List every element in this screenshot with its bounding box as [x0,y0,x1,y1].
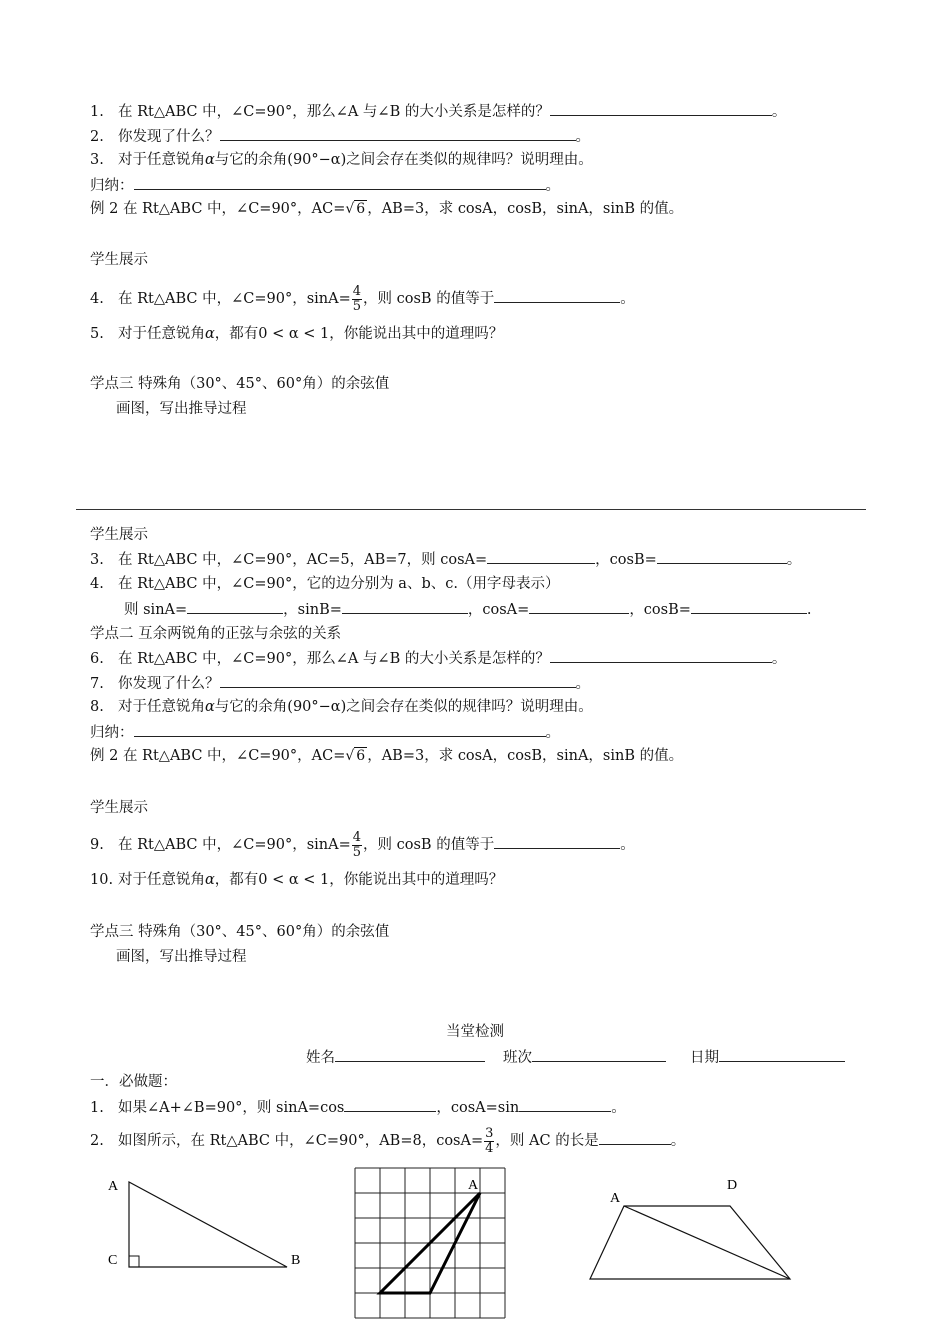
s2-draw-instruction: 画图，写出推导过程 [116,949,247,965]
s1-question-5: 5. 对于任意锐角α，都有0 < α < 1，你能说出其中的道理吗？ [90,326,504,342]
label-a: A [468,1178,479,1193]
quiz-header-fields: 姓名 班次 日期 [306,1047,845,1068]
s2-question-6: 6. 在 Rt△ABC 中，∠C=90°，那么∠A 与∠B 的大小关系是怎样的？ 。 [90,648,786,669]
right-angle-mark [129,1256,139,1267]
fraction: $\frac{4}{5}$ [352,829,362,860]
s2-example-2: 例 2 在 Rt△ABC 中，∠C=90°，AC=√ 6 ，AB=3，求 cosA，cosB，sinA，sinB 的值。 [90,748,684,764]
s2-question-3: 3. 在 Rt△ABC 中，∠C=90°，AC=5，AB=7，则 cosA= ，cosB= 。 [90,549,801,570]
diagonal [624,1206,790,1279]
section-divider [76,509,866,510]
s2-question-4-answers: 则 sinA= ，sinB= ，cosA= ，cosB= . [124,599,812,620]
class-field[interactable] [532,1047,666,1062]
name-field[interactable] [335,1047,485,1062]
summary-blank[interactable] [134,722,546,737]
fraction: $\frac{3}{4}$ [485,1125,494,1156]
s1-point-3: 学点三 特殊角（30°、45°、60°角）的余弦值 [90,376,390,392]
s2-question-4: 4. 在 Rt△ABC 中，∠C=90°，它的边分别为 a、b、c.（用字母表示） [90,576,560,592]
label-c: C [108,1253,118,1268]
label-b: B [291,1253,301,1268]
cosB-blank[interactable] [691,599,807,614]
s1-summary: 归纳： 。 [90,175,560,196]
sqrt-symbol: √ 6 [345,748,366,764]
quiz-title: 当堂检测 [446,1024,504,1040]
date-field[interactable] [719,1047,845,1062]
answer-blank[interactable] [220,673,576,688]
summary-blank[interactable] [134,175,546,190]
s1-question-3: 3. 对于任意锐角α与它的余角(90°−α)之间会存在类似的规律吗？说明理由。 [90,152,593,168]
cosA-blank[interactable] [487,549,595,564]
fraction: $\frac{4}{5}$ [352,283,362,314]
quiz-question-2: 2. 如图所示，在 Rt△ABC 中，∠C=90°，AB=8，cosA= $\frac{3}{4}$ ，则 AC 的长是 。 [90,1125,686,1156]
s2-question-7: 7. 你发现了什么？ 。 [90,673,590,694]
cosB-blank[interactable] [657,549,787,564]
answer-blank[interactable] [550,648,772,663]
label-d: D [727,1178,738,1193]
s1-student-show: 学生展示 [90,252,148,268]
s2-student-show: 学生展示 [90,527,148,543]
sinB-blank[interactable] [342,599,468,614]
s2-question-10: 10. 对于任意锐角α，都有0 < α < 1，你能说出其中的道理吗？ [90,872,504,888]
s1-example-2: 例 2 在 Rt△ABC 中，∠C=90°，AC=√ 6 ，AB=3，求 cosA，cosB，sinA，sinB 的值。 [90,201,684,217]
answer-blank[interactable] [519,1097,611,1112]
figure-grid-triangle [350,1164,514,1324]
label-a: A [610,1191,621,1206]
s1-question-4: 4. 在 Rt△ABC 中，∠C=90°，sinA= $\frac{4}{5}$ ，则 cosB 的值等于 。 [90,283,635,314]
triangle-abc [129,1182,287,1267]
answer-blank[interactable] [550,101,772,116]
quiz-question-1: 1. 如果∠A+∠B=90°，则 sinA=cos ，cosA=sin 。 [90,1097,626,1118]
cosA-blank[interactable] [529,599,629,614]
label-a: A [108,1179,119,1194]
s2-point-3: 学点三 特殊角（30°、45°、60°角）的余弦值 [90,924,390,940]
answer-blank[interactable] [220,126,576,141]
sqrt-symbol: √ 6 [345,201,366,217]
answer-blank[interactable] [494,834,620,849]
s2-student-show-2: 学生展示 [90,800,148,816]
answer-blank[interactable] [344,1097,436,1112]
quiz-part-1: 一．必做题： [90,1074,177,1090]
s2-question-8: 8. 对于任意锐角α与它的余角(90°−α)之间会存在类似的规律吗？说明理由。 [90,699,593,715]
s1-question-1: 1. 在 Rt△ABC 中，∠C=90°，那么∠A 与∠B 的大小关系是怎样的？ 。 [90,101,786,122]
s1-draw-instruction: 画图，写出推导过程 [116,401,247,417]
s2-point-2: 学点二 互余两锐角的正弦与余弦的关系 [90,626,342,642]
sinA-blank[interactable] [187,599,283,614]
s1-question-2: 2. 你发现了什么？ 。 [90,126,590,147]
figure-trapezoid [580,1172,800,1284]
figure-right-triangle [100,1170,320,1280]
trapezoid [590,1206,790,1279]
s2-summary: 归纳： 。 [90,722,560,743]
answer-blank[interactable] [599,1130,671,1145]
s2-question-9: 9. 在 Rt△ABC 中，∠C=90°，sinA= $\frac{4}{5}$ ，则 cosB 的值等于 。 [90,829,635,860]
answer-blank[interactable] [494,288,620,303]
